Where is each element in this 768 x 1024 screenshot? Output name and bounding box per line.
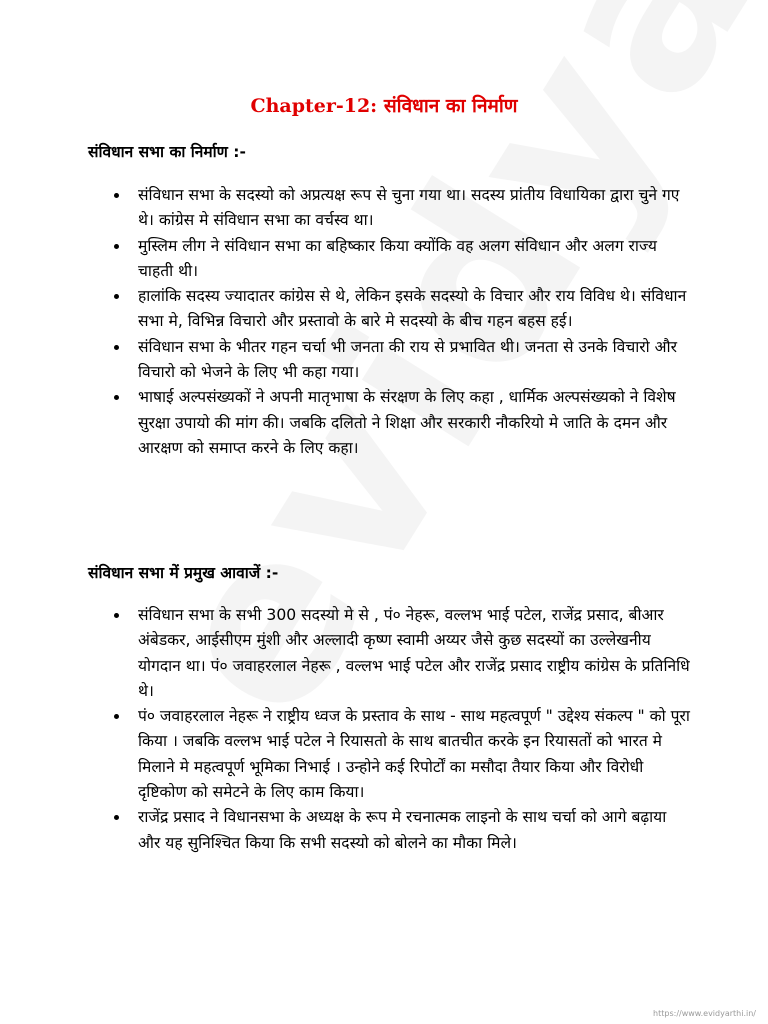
list-item-text: मुस्लिम लीग ने संविधान सभा का बहिष्कार किया क्योंकि वह अलग संविधान और अलग राज्य चाहती थी।	[138, 236, 657, 280]
bullet-icon	[114, 193, 119, 198]
list-item-text: हालांकि सदस्य ज्यादातर कांग्रेस से थे, लेकिन इसके सदस्यो के विचार और राय विविध थे। संविधान सभा मे, विभिन्न विचारो और प्रस्तावो के बारे मे सदस्यो के बीच गहन बहस हई।	[138, 287, 687, 331]
bullet-icon	[114, 613, 119, 618]
list-item-text: पं० जवाहरलाल नेहरू ने राष्ट्रीय ध्वज के प्रस्ताव के साथ - साथ महत्वपूर्ण " उद्देश्य संकल्प " को पूरा किया । जबकि वल्लभ भाई पटेल ने रियासतो के साथ बातचीत करके इन रियासतों को भारत मे मिलाने मे महत्वपूर्ण भूमिका निभाई । उन्होने कई रिपोर्टों का मसौदा तैयार किया और विरोधी दृष्टिकोण को समेटने के लिए काम किया।	[138, 707, 690, 802]
bullet-icon	[114, 714, 119, 719]
list-item	[112, 704, 692, 805]
list-item-text: राजेंद्र प्रसाद ने विधानसभा के अध्यक्ष के रूप मे रचनात्मक लाइनो के साथ चर्चा को आगे बढ़ाया और यह सुनिश्चित किया कि सभी सदस्यो को बोलने का मौका मिले।	[138, 808, 667, 852]
section-heading-voices: संविधान सभा में प्रमुख आवाजें :-	[88, 564, 279, 582]
bullet-icon	[114, 244, 119, 249]
list-item-text: भाषाई अल्पसंख्यकों ने अपनी मातृभाषा के संरक्षण के लिए कहा , धार्मिक अल्पसंख्यको ने विशेष सुरक्षा उपायो की मांग की। जबकि दलितो ने शिक्षा और सरकारी नौकरियो मे जाति के दमन और आरक्षण को समाप्त करने के लिए कहा।	[138, 388, 676, 457]
list-item	[112, 335, 692, 386]
bullet-icon	[114, 345, 119, 350]
list-item	[112, 805, 692, 856]
section-heading-formation: संविधान सभा का निर्माण :-	[88, 143, 246, 161]
list-item-text: संविधान सभा के सदस्यो को अप्रत्यक्ष रूप से चुना गया था। सदस्य प्रांतीय विधायिका द्वारा चुने गए थे। कांग्रेस मे संविधान सभा का वर्चस्व था।	[138, 186, 680, 230]
footer-url[interactable]: https://www.evidyarthi.in/	[653, 1009, 756, 1018]
list-item-text: संविधान सभा के सभी 300 सदस्यो मे से , पं० नेहरू, वल्लभ भाई पटेल, राजेंद्र प्रसाद, बीआर अंबेडकर, आईसीएम मुंशी और अल्लादी कृष्ण स्वामी अय्यर जैसे कुछ सदस्यों का उल्लेखनीय योगदान था। पं० जवाहरलाल नेहरू , वल्लभ भाई पटेल और राजेंद्र प्रसाद राष्ट्रीय कांग्रेस के प्रतिनिधि थे।	[138, 606, 690, 700]
bullet-icon	[114, 815, 119, 820]
list-item-text: संविधान सभा के भीतर गहन चर्चा भी जनता की राय से प्रभावित थी। जनता से उनके विचारो और विचारो को भेजने के लिए भी कहा गया।	[138, 337, 677, 382]
page-title: Chapter-12: संविधान का निर्माण	[250, 95, 518, 117]
list-item	[112, 284, 692, 335]
list-item	[112, 603, 692, 704]
bullet-list-formation	[112, 183, 692, 461]
list-item	[112, 183, 692, 234]
bullet-icon	[114, 294, 119, 299]
list-item	[112, 385, 692, 461]
bullet-icon	[114, 395, 119, 400]
bullet-list-voices	[112, 603, 692, 856]
list-item	[112, 234, 692, 285]
